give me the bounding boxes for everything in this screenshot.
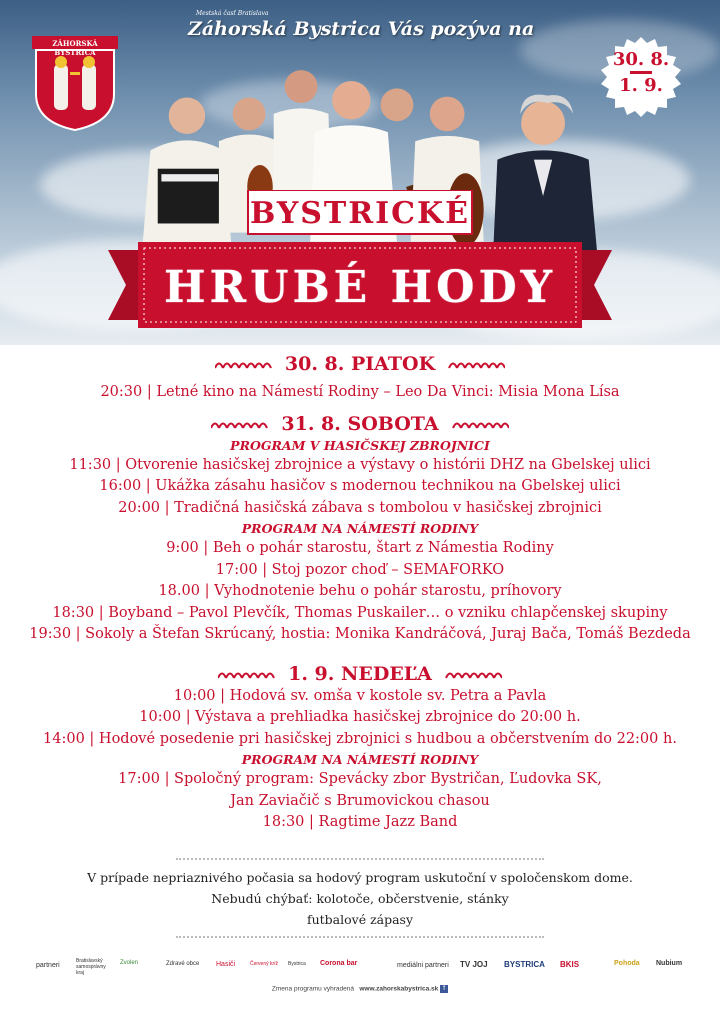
program-item: 17:00 | Stoj pozor choď – SEMAFORKO	[215, 561, 505, 578]
date-end: 1. 9.	[619, 75, 663, 96]
day-title: 30. 8. PIATOK	[284, 353, 436, 375]
ornament-icon	[218, 669, 278, 679]
dont-miss-note: Nebudú chýbať: kolotoče, občerstvenie, stánky	[211, 891, 509, 906]
day-title: 1. 9. NEDEĽA	[288, 662, 432, 685]
program-subheading: PROGRAM NA NÁMESTÍ RODINY	[241, 521, 479, 536]
crest-label: ZÁHORSKÁ BYSTRICA	[52, 39, 98, 57]
footer-text: Zmena programu vyhradená	[271, 985, 354, 993]
facebook-icon[interactable]: f	[440, 985, 448, 993]
partner-logo-cerveny-kriz: Červený kríž	[250, 961, 279, 967]
date-dash	[630, 71, 652, 74]
partner-logo-pohoda: Pohoda	[614, 960, 640, 967]
partner-logo-bkis: BKIS	[560, 960, 580, 969]
title-line1: BYSTRICKÉ	[249, 196, 471, 231]
ornament-icon	[442, 669, 502, 679]
schedule	[0, 352, 720, 834]
football-note: futbalové zápasy	[306, 912, 414, 927]
partner-logo-hasici: Hasiči	[216, 961, 236, 968]
program-item: 14:00 | Hodové posedenie pri hasičskej zbrojnici s hudbou a občerstvením do 22:00 h.	[43, 730, 677, 747]
program-item: 20:30 | Letné kino na Námestí Rodiny – Leo Da Vinci: Misia Mona Lísa	[100, 384, 620, 400]
day-title: 31. 8. SOBOTA	[281, 412, 439, 435]
ornament-icon	[211, 419, 271, 429]
invite-text: Záhorská Bystrica Vás pozýva na	[188, 18, 535, 40]
program-item: Jan Zaviačič s Brumovickou chasou	[230, 792, 490, 809]
partner-logo-nubium: Nubium	[656, 960, 683, 967]
day-heading	[0, 662, 720, 686]
ornament-icon	[449, 419, 509, 429]
program-item: 18:30 | Boyband – Pavol Plevčík, Thomas Puskailer… o vzniku chlapčenskej skupiny	[52, 604, 668, 621]
title-line2: HRUBÉ HODY	[163, 262, 557, 313]
ornament-icon	[215, 359, 275, 369]
organizer-text: Mestská časť Bratislava	[196, 10, 269, 17]
divider	[176, 858, 544, 860]
day-heading	[0, 412, 720, 436]
rain-note: V prípade nepriaznivého počasia sa hodový program uskutoční v spoločenskom dome.	[87, 870, 633, 885]
partner-logo-bystrica: Bystrica	[288, 961, 306, 967]
partner-logo-zdrave-obce: Zdravé obce	[166, 961, 200, 967]
ornament-icon	[445, 359, 505, 369]
partner-logos	[0, 952, 720, 982]
program-item: 10:00 | Výstava a prehliadka hasičskej zbrojnice do 20:00 h.	[139, 709, 581, 725]
partner-logo-corona-bar: Corona bar	[320, 960, 358, 967]
date-start: 30. 8.	[612, 49, 670, 70]
partner-logo-bsk: Bratislavský samosprávny kraj	[76, 958, 106, 976]
program-item: 20:00 | Tradičná hasičská zábava s tombolou v hasičskej zbrojnici	[118, 499, 602, 516]
partners-label: partneri	[36, 962, 60, 969]
day-heading	[0, 352, 720, 376]
program-item: 10:00 | Hodová sv. omša v kostole sv. Petra a Pavla	[173, 687, 547, 704]
partner-logo-tvjoj: TV JOJ	[460, 960, 488, 969]
footer-url[interactable]: www.zahorskabystrica.sk	[359, 985, 439, 993]
partner-logo-bystrica-media: BYSTRICA	[504, 960, 545, 969]
partner-logo-zvolen: Zvolen	[120, 960, 139, 966]
program-item: 16:00 | Ukážka zásahu hasičov s modernou technikou na Gbelskej ulici	[99, 478, 621, 494]
program-item: 18.00 | Vyhodnotenie behu o pohár starostu, príhovory	[158, 583, 562, 599]
program-item: 17:00 | Spoločný program: Spevácky zbor Bystričan, Ľudovka SK,	[118, 771, 602, 787]
program-item: 19:30 | Sokoly a Štefan Skrúcaný, hostia: Monika Kandráčová, Juraj Bača, Tomáš Bezdeda	[29, 626, 691, 642]
program-subheading: PROGRAM NA NÁMESTÍ RODINY	[241, 752, 479, 767]
media-partners-label: mediálni partneri	[397, 962, 449, 969]
program-subheading: PROGRAM V HASIČSKEJ ZBROJNICI	[230, 437, 490, 453]
divider	[176, 936, 544, 938]
footer	[0, 985, 720, 993]
program-item: 11:30 | Otvorenie hasičskej zbrojnice a výstavy o histórii DHZ na Gbelskej ulici	[69, 456, 651, 473]
program-item: 18:30 | Ragtime Jazz Band	[262, 814, 458, 830]
program-item: 9:00 | Beh o pohár starostu, štart z Námestia Rodiny	[166, 540, 554, 556]
date-badge	[601, 50, 681, 95]
